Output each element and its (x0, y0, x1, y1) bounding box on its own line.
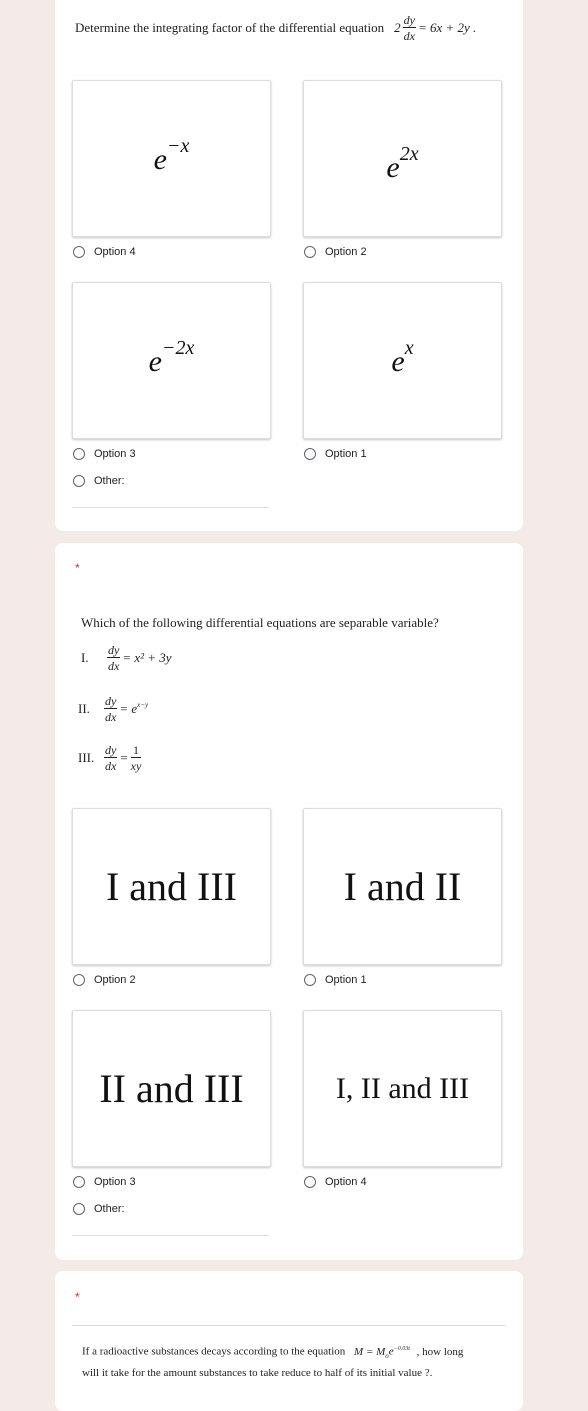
radio-option[interactable] (304, 246, 367, 258)
option-image-tile[interactable] (72, 80, 271, 237)
radio-option-other[interactable] (73, 1203, 125, 1215)
option-label: Option 2 (325, 246, 367, 258)
radio-button[interactable] (73, 1176, 85, 1188)
option-image-tile[interactable] (303, 1010, 502, 1167)
question-2-text: Which of the following differential equations are separable variable? (81, 615, 439, 630)
other-text-input[interactable] (72, 1235, 269, 1236)
eq-rhs: = 6x + 2y . (417, 20, 477, 35)
divider (72, 1325, 506, 1326)
option-label: Option 4 (94, 246, 136, 258)
radio-button[interactable] (73, 475, 85, 487)
tile-math: $e^x$ (391, 336, 414, 378)
tile-text: II and III (99, 1066, 244, 1111)
tile-math: $e^{-2x}$ (148, 336, 195, 378)
option-image-tile[interactable] (72, 808, 271, 965)
tile-text: I and II (343, 864, 462, 909)
radio-button[interactable] (73, 448, 85, 460)
radio-option[interactable] (73, 448, 136, 460)
eq-fraction: $\frac{dy}{dx}$ (108, 643, 120, 673)
radio-button[interactable] (304, 448, 316, 460)
radio-option[interactable] (73, 974, 136, 986)
eq-fraction (403, 14, 416, 42)
tile-math: $e^{-x}$ (153, 134, 190, 176)
radio-option[interactable] (304, 974, 367, 986)
option-label: Option 3 (94, 448, 136, 460)
option-image-tile[interactable] (303, 80, 502, 237)
eq-fraction: $\frac{dy}{dx}$ (105, 694, 117, 724)
radio-option[interactable] (73, 1176, 136, 1188)
radio-option[interactable] (304, 448, 367, 460)
radio-button[interactable] (73, 246, 85, 258)
equation-row: II. $\frac{dy}{dx}$ = e $^{x-y}$ (78, 694, 149, 724)
equation-row: I. $\frac{dy}{dx}$ = x² + 3y (81, 643, 172, 673)
question-1-prefix: Determine the integrating factor of the differential equation (75, 20, 385, 35)
other-label: Other: (94, 1203, 125, 1215)
option-image-tile[interactable] (72, 282, 271, 439)
radio-button[interactable] (304, 1176, 316, 1188)
radio-button[interactable] (73, 974, 85, 986)
eq-fraction: $\frac{1}{xy}$ (130, 743, 142, 773)
eq-denominator: dx (403, 29, 415, 43)
option-label: Option 2 (94, 974, 136, 986)
option-label: Option 3 (94, 1176, 136, 1188)
equation-row: III. $\frac{dy}{dx}$ = $\frac{1}{xy}$ (78, 743, 142, 773)
required-asterisk: * (75, 561, 80, 575)
radio-button[interactable] (304, 246, 316, 258)
radio-option[interactable] (304, 1176, 367, 1188)
option-label: Option 1 (325, 448, 367, 460)
other-label: Other: (94, 475, 125, 487)
other-text-input[interactable] (72, 507, 269, 508)
tile-text: I, II and III (335, 1071, 470, 1105)
tile-text: I and III (105, 864, 238, 909)
radio-option[interactable] (73, 246, 136, 258)
question-1-text (75, 14, 515, 42)
option-image-tile[interactable] (303, 808, 502, 965)
radio-option-other[interactable] (73, 475, 125, 487)
radio-button[interactable] (304, 974, 316, 986)
eq-fraction: $\frac{dy}{dx}$ (105, 743, 117, 773)
option-label: Option 4 (325, 1176, 367, 1188)
required-asterisk: * (75, 1290, 80, 1304)
radio-button[interactable] (73, 1203, 85, 1215)
tile-math: $e^{2x}$ (386, 142, 419, 184)
eq-coefficient: 2 (394, 20, 401, 35)
option-image-tile[interactable] (72, 1010, 271, 1167)
option-label: Option 1 (325, 974, 367, 986)
question-3-text: If a radioactive substances decays according to the equation $M = M_oe^{-0.03t}$ , how long will it take for the amount substances to take reduce to half of its initial value ?. (82, 1345, 464, 1379)
eq-numerator: dy (403, 13, 415, 27)
option-image-tile[interactable] (303, 282, 502, 439)
